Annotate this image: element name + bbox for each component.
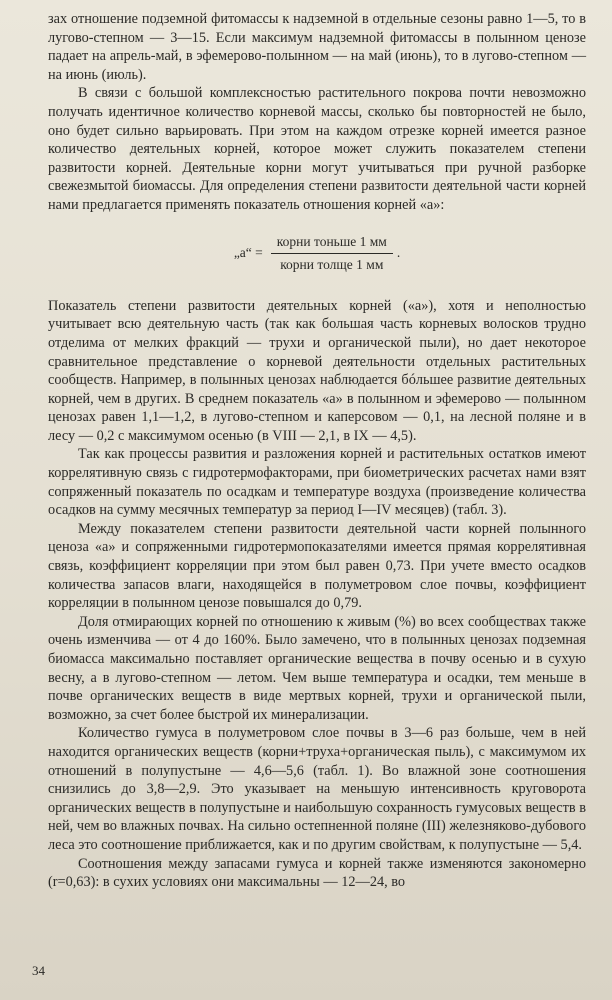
formula-denominator: корни толще 1 мм [280,257,384,273]
formula-numerator: корни тоньше 1 мм [271,233,393,255]
paragraph-4: Так как процессы развития и разложения корней и растительных остатков имеют коррелятивную связь с гидротермофакторами, при биометрических расчетах нами взят сопряженный показатель по осадкам и температуре воздуха (произведение количества осадков на сумму месячных температур за период I—IV месяцев) (табл. 3). [48,446,586,519]
formula-lhs: „а“ = [233,245,263,261]
paragraph-3: Показатель степени развитости деятельных корней («а»), хотя и неполностью учитывает всю деятельную часть (так как большая часть корневых волосков трудно отделима от мелких фракций — трухи и органической пыли), но дает некоторое сравнительное представление о корневой деятельности отдельных растительных сообществ. Например, в полынных ценозах наблюдается бóльшее развитие деятельных корней, чем в других. В среднем показатель «а» в полынном и эфемерово — полынном ценозах равен 1,1—1,2, в лугово-степном и каперсовом — 0,1, на лесной поляне и в лесу — 0,2 с максимумом осенью (в VIII — 2,1, в IX — 4,5). [48,297,586,444]
body-text [48,10,586,892]
paragraph-5: Между показателем степени развитости деятельной части корней полынного ценоза «а» и сопряженными гидротермопоказателями имеется прямая коррелятивная связь, коэффициент корреляции при этом был равен 0,73. При учете вместо осадков количества запасов влаги, находящейся в полуметровом слое почвы, коэффициент корреляции в полынном ценозе повышался до 0,79. [48,520,586,612]
paragraph-7: Количество гумуса в полуметровом слое почвы в 3—6 раз больше, чем в ней находится органических веществ (корни+труха+органическая пыль), с максимумом их отношений в полупустыне — 4,6—5,6 (табл. 1). Во влажной зоне соотношения снизились до 3,8—2,9. Это указывает на меньшую интенсивность круговорота органических веществ в полупустыне и наибольшую сохранность гумусовых веществ в ней, чем во влажных почвах. На сильно остепненной поляне (III) железняково-дубового леса это соотношение приближается, как и по другим свойствам, к полупустыне — 5,4. [48,725,586,853]
page-number: 34 [32,963,45,978]
formula-fraction [271,233,393,275]
paragraph-1: зах отношение подземной фитомассы к надземной в отдельные сезоны равно 1—5, то в лугово-степном — 3—15. Если максимум надземной фитомассы в полынном ценозе падает на апрель-май, в эфемерово-полынном — на май (июнь), то в лугово-степном — на июнь (июль). [48,11,586,83]
paragraph-8: Соотношения между запасами гумуса и корней также изменяются закономерно (r=0,63): в сухих условиях они максимальны — 12—24, во [48,855,586,891]
paragraph-2: В связи с большой комплексностью растительного покрова почти невозможно получать идентичное количество корневой массы, сколько бы повторностей не было, оно будет сильно варьировать. При этом на каждом отрезке корней имеется разное количество деятельных корней, которое может служить показателем степени развитости корней. Деятельные корни могут учитываться при ручной разборке свежезмытой биомассы. Для определения степени развитости деятельной части корней нами предлагается применять показатель отношения корней «а»: [48,85,586,213]
formula-end: . [396,245,401,261]
ratio-formula [48,233,586,275]
paragraph-6: Доля отмирающих корней по отношению к живым (%) во всех сообществах также очень изменчива — от 4 до 160%. Было замечено, что в полынных ценозах подземная биомасса максимально поставляет органические вещества в почву осенью и в сухую весну, а в лугово-степном — летом. Чем выше температура и осадки, тем меньше в почве органических веществ в виде мертвых корней, трухи и органической пыли, возможно, за счет более быстрой их минерализации. [48,613,586,723]
